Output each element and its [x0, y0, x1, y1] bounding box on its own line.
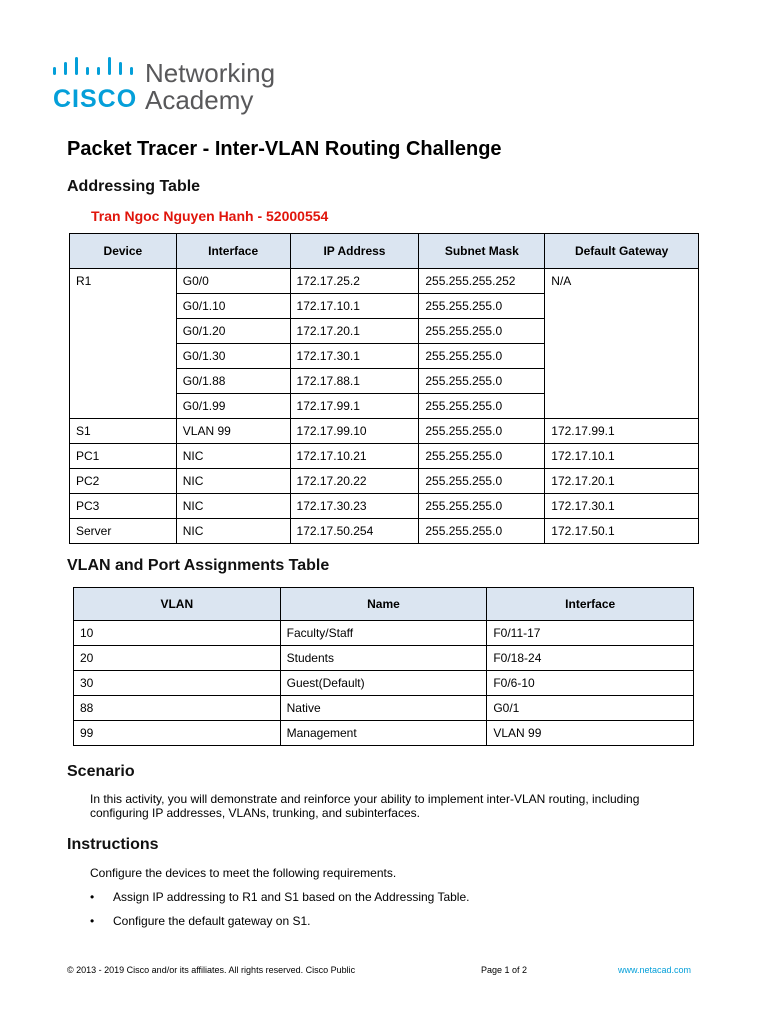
- instructions-heading: Instructions: [67, 836, 159, 853]
- logo-networking: Networking: [145, 58, 276, 88]
- table-header-row: [70, 234, 699, 269]
- ip-cell: 172.17.88.1: [290, 369, 419, 394]
- gateway-cell: 172.17.99.1: [545, 419, 699, 444]
- device-cell: PC3: [70, 494, 177, 519]
- vlan-interface-cell: F0/11-17: [487, 621, 694, 646]
- vlan-name-cell: Students: [280, 646, 487, 671]
- scenario-heading: Scenario: [67, 763, 135, 780]
- instructions-intro: Configure the devices to meet the following requirements.: [90, 866, 397, 880]
- col-header-device: Device: [70, 234, 177, 269]
- vlan-id-cell: 88: [74, 696, 281, 721]
- ip-cell: 172.17.25.2: [290, 269, 419, 294]
- addressing-table: [69, 233, 699, 544]
- interface-cell: G0/1.30: [176, 344, 290, 369]
- mask-cell: 255.255.255.0: [419, 419, 545, 444]
- cisco-wordmark: CISCO: [53, 85, 138, 113]
- table-row: [70, 494, 699, 519]
- addressing-table-heading: Addressing Table: [67, 178, 201, 195]
- vlan-id-cell: 20: [74, 646, 281, 671]
- interface-cell: NIC: [176, 519, 290, 544]
- device-cell: S1: [70, 419, 177, 444]
- mask-cell: 255.255.255.0: [419, 319, 545, 344]
- ip-cell: 172.17.30.23: [290, 494, 419, 519]
- vlan-id-cell: 30: [74, 671, 281, 696]
- mask-cell: 255.255.255.0: [419, 444, 545, 469]
- vlan-port-table: [73, 587, 694, 746]
- table-row: [70, 519, 699, 544]
- list-item-text: Assign IP addressing to R1 and S1 based on the Addressing Table.: [113, 890, 470, 904]
- table-row: [70, 419, 699, 444]
- col-header-ip-address: IP Address: [290, 234, 419, 269]
- table-row: [74, 671, 694, 696]
- gateway-cell: 172.17.30.1: [545, 494, 699, 519]
- interface-cell: G0/0: [176, 269, 290, 294]
- vlan-name-cell: Management: [280, 721, 487, 746]
- ip-cell: 172.17.30.1: [290, 344, 419, 369]
- interface-cell: NIC: [176, 494, 290, 519]
- ip-cell: 172.17.10.21: [290, 444, 419, 469]
- gateway-cell: 172.17.10.1: [545, 444, 699, 469]
- ip-cell: 172.17.20.22: [290, 469, 419, 494]
- interface-cell: G0/1.20: [176, 319, 290, 344]
- vlan-name-cell: Guest(Default): [280, 671, 487, 696]
- vlan-table-heading: VLAN and Port Assignments Table: [67, 557, 330, 574]
- col-header-interface: Interface: [487, 588, 694, 621]
- device-cell: Server: [70, 519, 177, 544]
- vlan-interface-cell: VLAN 99: [487, 721, 694, 746]
- document-title: Packet Tracer - Inter-VLAN Routing Challenge: [67, 138, 502, 160]
- ip-cell: 172.17.10.1: [290, 294, 419, 319]
- vlan-id-cell: 99: [74, 721, 281, 746]
- interface-cell: G0/1.99: [176, 394, 290, 419]
- scenario-text: In this activity, you will demonstrate and reinforce your ability to implement inter-VLAN routing, including configuring IP addresses, VLANs, trunking, and subinterfaces.: [90, 792, 640, 820]
- vlan-interface-cell: F0/18-24: [487, 646, 694, 671]
- mask-cell: 255.255.255.0: [419, 519, 545, 544]
- interface-cell: G0/1.88: [176, 369, 290, 394]
- footer-url-link[interactable]: www.netacad.com: [618, 965, 692, 975]
- ip-cell: 172.17.20.1: [290, 319, 419, 344]
- device-cell: R1: [70, 269, 177, 419]
- table-row: [74, 621, 694, 646]
- mask-cell: 255.255.255.0: [419, 369, 545, 394]
- bullet-icon: •: [90, 914, 95, 928]
- logo-academy: Academy: [145, 85, 254, 115]
- footer-copyright: © 2013 - 2019 Cisco and/or its affiliates. All rights reserved. Cisco Public: [67, 965, 356, 975]
- vlan-name-cell: Native: [280, 696, 487, 721]
- gateway-cell: 172.17.20.1: [545, 469, 699, 494]
- col-header-subnet-mask: Subnet Mask: [419, 234, 545, 269]
- table-row: [74, 646, 694, 671]
- col-header-name: Name: [280, 588, 487, 621]
- vlan-interface-cell: F0/6-10: [487, 671, 694, 696]
- mask-cell: 255.255.255.0: [419, 469, 545, 494]
- col-header-interface: Interface: [176, 234, 290, 269]
- interface-cell: NIC: [176, 444, 290, 469]
- mask-cell: 255.255.255.0: [419, 344, 545, 369]
- col-header-default-gateway: Default Gateway: [545, 234, 699, 269]
- list-item-text: Configure the default gateway on S1.: [113, 914, 311, 928]
- mask-cell: 255.255.255.252: [419, 269, 545, 294]
- mask-cell: 255.255.255.0: [419, 494, 545, 519]
- table-header-row: [74, 588, 694, 621]
- device-cell: PC1: [70, 444, 177, 469]
- gateway-cell: 172.17.50.1: [545, 519, 699, 544]
- interface-cell: VLAN 99: [176, 419, 290, 444]
- footer-page-number: Page 1 of 2: [481, 965, 528, 975]
- bullet-icon: •: [90, 890, 95, 904]
- mask-cell: 255.255.255.0: [419, 294, 545, 319]
- author-line: Tran Ngoc Nguyen Hanh - 52000554: [91, 208, 329, 224]
- ip-cell: 172.17.50.254: [290, 519, 419, 544]
- table-row: [74, 696, 694, 721]
- cisco-networking-academy-logo: [53, 57, 313, 117]
- vlan-id-cell: 10: [74, 621, 281, 646]
- col-header-vlan: VLAN: [74, 588, 281, 621]
- table-row: [74, 721, 694, 746]
- interface-cell: NIC: [176, 469, 290, 494]
- mask-cell: 255.255.255.0: [419, 394, 545, 419]
- vlan-interface-cell: G0/1: [487, 696, 694, 721]
- table-row: [70, 469, 699, 494]
- ip-cell: 172.17.99.1: [290, 394, 419, 419]
- table-row: [70, 444, 699, 469]
- gateway-cell: N/A: [545, 269, 699, 419]
- cisco-bars-icon: [53, 57, 145, 79]
- table-row: [70, 269, 699, 294]
- device-cell: PC2: [70, 469, 177, 494]
- vlan-name-cell: Faculty/Staff: [280, 621, 487, 646]
- ip-cell: 172.17.99.10: [290, 419, 419, 444]
- interface-cell: G0/1.10: [176, 294, 290, 319]
